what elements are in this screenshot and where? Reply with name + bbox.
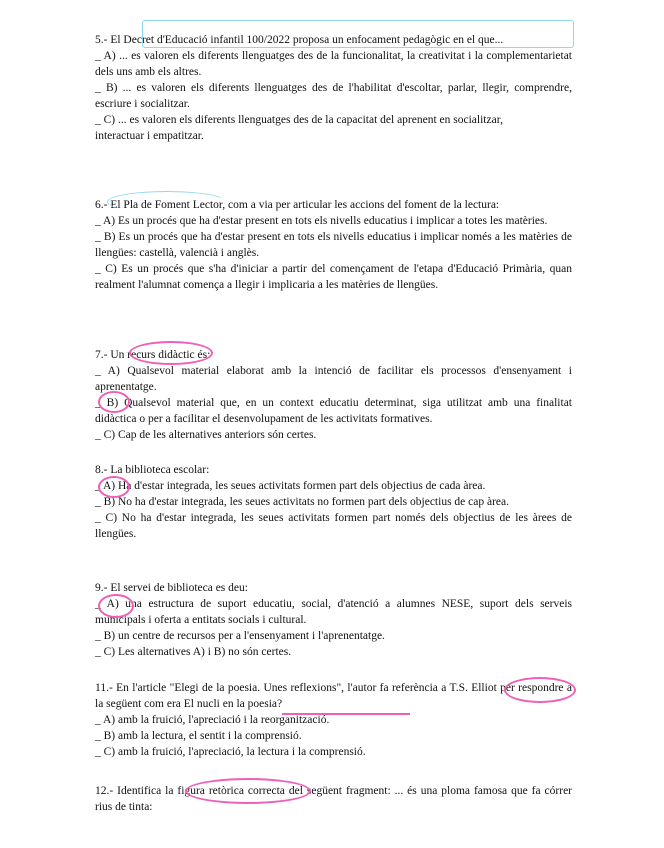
question-7-option-b: _ B) Qualsevol material que, en un context educatiu determinat, siga utilitzat amb una finalitat didàctica o per a facilitar el desenvolupament de les activitats formatives. [95, 397, 572, 425]
pink-oval-ts-elliot [504, 677, 576, 703]
pink-oval-figura-retorica [185, 778, 311, 804]
question-8-option-c: _ C) No ha d'estar integrada, les seues activitats formen part només dels objectius de les àrees de llengües. [95, 512, 572, 540]
question-11 [95, 680, 572, 760]
question-6-option-a: _ A) Es un procés que ha d'estar present en tots els nivells educatius i implicar a totes les matèries. [95, 215, 548, 227]
question-8-text: 8.- La biblioteca escolar: [95, 464, 210, 476]
cyan-arc-mark [107, 191, 227, 213]
question-9-option-b: _ B) un centre de recursos per a l'ensenyament i l'aprenentatge. [95, 630, 385, 642]
question-9-text: 9.- El servei de biblioteca es deu: [95, 582, 248, 594]
cyan-highlight-box [142, 20, 574, 48]
question-11-option-a: _ A) amb la fruició, l'apreciació i la reorganització. [95, 714, 330, 726]
pink-oval-answer-7b [98, 391, 130, 413]
question-8 [95, 462, 572, 542]
question-5-option-c-cont: interactuar i empatitzar. [95, 130, 204, 142]
pink-oval-answer-9a [98, 594, 134, 618]
pink-oval-answer-8a [98, 476, 130, 498]
question-11-option-b: _ B) amb la lectura, el sentit i la comprensió. [95, 730, 302, 742]
question-11-text: 11.- En l'article "Elegi de la poesia. Unes reflexions", l'autor fa referència a T.S. Elliot per respondre a la següent com era El nucli en la poesia? [95, 682, 572, 710]
question-6-option-c: _ C) Es un procés que s'ha d'iniciar a partir del començament de l'etapa d'Educació Primària, quan realment l'alumnat comença a llegir i implicaria a les matèries de llengües. [95, 263, 572, 291]
question-5-option-b: _ B) ... es valoren els diferents llenguatges des de l'habilitat d'escoltar, parlar, llegir, comprendre, escriure i socialitzar. [95, 82, 572, 110]
question-8-option-a: _ A) Ha d'estar integrada, les seues activitats formen part dels objectius de cada àrea. [95, 480, 486, 492]
question-5-option-c: _ C) ... es valoren els diferents llenguatges des de la capacitat del aprenent en socialitzar, [95, 114, 503, 126]
question-8-option-b: _ B) No ha d'estar integrada, les seues activitats no formen part dels objectius de cap àrea. [95, 496, 510, 508]
question-11-option-c: _ C) amb la fruició, l'apreciació, la lectura i la comprensió. [95, 746, 366, 758]
question-6-option-b: _ B) Es un procés que ha d'estar present en tots els nivells educatius i implicar només a les matèries de llengües: castellà, valencià i anglès. [95, 231, 572, 259]
question-9-option-c: _ C) Les alternatives A) i B) no són certes. [95, 646, 292, 658]
pink-underline-el-nucli [282, 713, 410, 715]
question-7-text: 7.- Un recurs didàctic és: [95, 349, 211, 361]
question-5 [95, 32, 572, 144]
question-12-text: 12.- Identifica la figura retòrica correcta del següent fragment: ... és una ploma famosa que fa córrer rius de tinta: [95, 785, 572, 813]
question-5-option-a: _ A) ... es valoren els diferents llenguatges des de la funcionalitat, la creativitat i la complementarietat dels uns amb els altres. [95, 50, 572, 78]
question-12 [95, 783, 572, 815]
pink-oval-recurs-didactic [129, 341, 213, 365]
question-6-text: 6.- El Pla de Foment Lector, com a via per articular les accions del foment de la lectura: [95, 199, 500, 211]
question-9-option-a: _ A) una estructura de suport educatiu, social, d'atenció a alumnes NESE, suport dels serveis municipals i oferta a entitats socials i cultural. [95, 598, 572, 626]
question-7-option-a: _ A) Qualsevol material elaborat amb la intenció de facilitar els processos d'ensenyament i aprenentatge. [95, 365, 572, 393]
question-5-text: 5.- El Decret d'Educació infantil 100/2022 proposa un enfocament pedagògic en el que... [95, 34, 504, 46]
question-7-option-c: _ C) Cap de les alternatives anteriors són certes. [95, 429, 317, 441]
question-9 [95, 580, 572, 660]
